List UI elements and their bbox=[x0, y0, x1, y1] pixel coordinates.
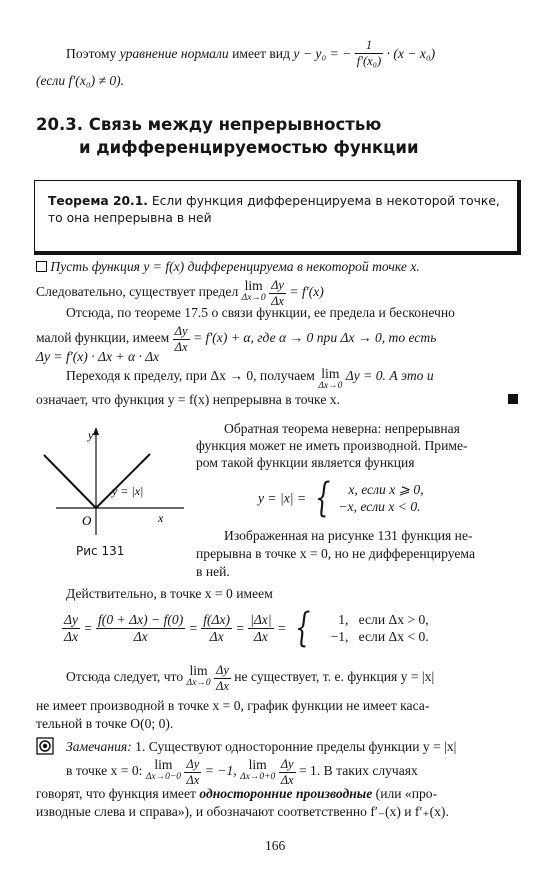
fraction bbox=[279, 758, 296, 786]
limit bbox=[318, 367, 342, 391]
fraction bbox=[184, 758, 201, 786]
limit bbox=[187, 664, 211, 688]
fraction bbox=[214, 664, 231, 692]
right-text-6: в ней. bbox=[196, 564, 230, 579]
theorem-line-2: то она непрерывна в ней bbox=[48, 211, 212, 225]
limit-left bbox=[146, 758, 181, 782]
remarks-line-1 bbox=[66, 738, 456, 755]
frac-num: f(0 + Δx) − f(0) bbox=[98, 611, 184, 627]
lim-word: lim bbox=[248, 757, 267, 772]
proof-line-7: означает, что функция y = f(x) непрерывна в точке x. bbox=[36, 392, 340, 407]
normal-equation-line bbox=[66, 38, 436, 68]
brace: { bbox=[294, 605, 310, 651]
frac-num: Δy bbox=[174, 324, 188, 338]
fraction bbox=[62, 613, 80, 643]
figure-abs-graph bbox=[36, 425, 196, 540]
condition-line: (если f′(x₀) ≠ 0). bbox=[36, 73, 125, 88]
remarks-line-3 bbox=[36, 785, 437, 802]
right-text-5: прерывна в точке x = 0, но не дифференцируема bbox=[196, 546, 475, 561]
proof-line-2 bbox=[36, 279, 324, 307]
text: Если функция дифференцируема в некоторой точке, bbox=[151, 194, 500, 208]
case-condition: если Δx < 0. bbox=[358, 629, 429, 644]
theorem-label: Теорема 20.1. bbox=[48, 194, 148, 208]
frac-den: Δx bbox=[209, 628, 224, 644]
text: Δy = 0. А это и bbox=[345, 368, 434, 383]
lim-word: lim bbox=[189, 663, 208, 678]
frac-num: Δy bbox=[215, 663, 229, 677]
limit bbox=[242, 279, 266, 303]
proof-line-3: Отсюда, по теореме 17.5 о связи функции, ее предела и бесконечно bbox=[66, 305, 455, 320]
case-2: −x, если x < 0. bbox=[338, 499, 421, 514]
right-text-3: ром такой функции является функция bbox=[196, 455, 415, 470]
emphasis-normal-equation: уравнение нормали bbox=[119, 46, 229, 62]
right-text-2: функция может не иметь производной. Приме- bbox=[196, 438, 468, 453]
text: = 1. В таких случаях bbox=[298, 763, 418, 779]
frac-num: Δy bbox=[280, 757, 294, 771]
frac-den: Δx bbox=[280, 772, 294, 787]
fraction bbox=[269, 279, 286, 307]
frac-den: Δx bbox=[174, 339, 188, 354]
section-heading bbox=[36, 114, 381, 136]
text: малой функции, имеем bbox=[36, 330, 170, 346]
lim-word: lim bbox=[244, 278, 263, 293]
remarks-line-2 bbox=[66, 758, 418, 786]
lim-sub: Δx→0 bbox=[186, 677, 211, 688]
frac-num: Δy bbox=[64, 611, 79, 627]
abs-definition bbox=[258, 475, 424, 521]
fraction bbox=[355, 39, 383, 67]
qed-icon bbox=[508, 394, 518, 404]
frac-den: Δx bbox=[186, 772, 200, 787]
case-condition: если Δx > 0, bbox=[358, 612, 429, 627]
math: y − y₀ = − bbox=[293, 46, 352, 62]
cases bbox=[318, 611, 428, 645]
graph-left-branch bbox=[44, 455, 96, 508]
conclusion-line-2: не имеет производной в точке x = 0, график функции не имеет каса- bbox=[36, 698, 430, 713]
lim-sub: Δx→0−0 bbox=[145, 771, 182, 782]
text: говорят, что функция имеет bbox=[36, 786, 196, 801]
case-value: 1, bbox=[338, 612, 349, 627]
remark-icon bbox=[36, 737, 54, 755]
fraction bbox=[201, 613, 232, 643]
text: Отсюда следует, что bbox=[66, 669, 184, 685]
page-number: 166 bbox=[265, 838, 286, 853]
origin-label: O bbox=[82, 513, 92, 528]
fraction bbox=[248, 613, 274, 643]
fraction bbox=[96, 613, 185, 643]
frac-num: |Δx| bbox=[250, 611, 272, 627]
text: (или «про- bbox=[375, 786, 438, 801]
text: = f′(x) + α, где α → 0 при Δx → 0, то есть bbox=[192, 330, 437, 346]
text: имеет вид bbox=[232, 46, 291, 62]
figure-caption: Рис 131 bbox=[76, 544, 125, 558]
text: Поэтому bbox=[66, 46, 117, 62]
remarks-label: Замечания: bbox=[66, 739, 132, 754]
text: в точке x = 0: bbox=[66, 763, 143, 779]
frac-num: f(Δx) bbox=[203, 611, 231, 627]
text: Пусть функция y = f(x) дифференцируема в некоторой точке x. bbox=[50, 259, 420, 274]
text: Следовательно, существует предел bbox=[36, 284, 239, 300]
lim-sub: Δx→0 bbox=[241, 292, 266, 303]
theorem-line-1 bbox=[48, 193, 500, 209]
case-1: x, если x ⩾ 0, bbox=[348, 482, 424, 497]
section-title-1: Связь между непрерывностью bbox=[88, 115, 382, 134]
frac-num: Δy bbox=[271, 278, 284, 292]
lim-word: lim bbox=[321, 366, 340, 381]
case-value: −1, bbox=[330, 629, 349, 644]
frac-num: Δy bbox=[186, 757, 200, 771]
brace: { bbox=[314, 475, 330, 521]
proof-line-1 bbox=[36, 258, 420, 275]
right-text-1: Обратная теорема неверна: непрерывная bbox=[224, 421, 460, 436]
math: = −1, bbox=[204, 763, 237, 779]
frac-num: 1 bbox=[355, 39, 383, 54]
limit-right bbox=[240, 758, 275, 782]
frac-den: Δx bbox=[253, 628, 268, 644]
y-axis-label: y bbox=[88, 428, 94, 442]
section-title-2: и дифференцируемостью функции bbox=[79, 138, 419, 157]
theorem-box bbox=[34, 180, 521, 255]
lim-sub: Δx→0 bbox=[318, 380, 343, 391]
indeed-line: Действительно, в точке x = 0 имеем bbox=[66, 586, 273, 601]
emphasis-one-sided: односторонние производные bbox=[199, 786, 373, 801]
conclusion-line-3: тельной в точке O(0; 0). bbox=[36, 716, 174, 731]
proof-line-6 bbox=[66, 367, 434, 391]
frac-den: Δx bbox=[215, 678, 229, 693]
graph-right-branch bbox=[96, 454, 150, 508]
y-axis-arrow-icon bbox=[93, 427, 99, 435]
remarks-line-4: изводные слева и справа»), и обозначают соответственно f′₋(x) и f′₊(x). bbox=[36, 804, 449, 819]
proof-line-5: Δy = f′(x) · Δx + α · Δx bbox=[36, 349, 160, 364]
frac-den: Δx bbox=[133, 628, 148, 644]
fraction bbox=[173, 325, 190, 353]
text: не существует, т. е. функция y = |x| bbox=[234, 669, 435, 685]
text: Переходя к пределу, при Δx → 0, получаем bbox=[66, 368, 315, 383]
math: · (x − x₀) bbox=[386, 46, 436, 62]
math: = f′(x) bbox=[289, 284, 324, 300]
derivative-equation: $\frac{\Delta y}{\Delta x}$ = $\frac{f(0 + \Delta x) - f(0)}{\Delta x}$ = $\frac{f(\Delta x)}{\Delta x}$ = $\frac{|\Delta x|}{\Delta x}$ = { 1, если Δx > 0, −1, если Δx < 0. bbox=[64, 605, 429, 651]
lim-sub: Δx→0+0 bbox=[240, 771, 276, 782]
math: y = |x| = bbox=[258, 490, 307, 506]
frac-den: Δx bbox=[271, 293, 284, 308]
frac-den: Δx bbox=[64, 628, 79, 644]
lim-word: lim bbox=[154, 757, 173, 772]
x-axis-label: x bbox=[158, 511, 164, 525]
section-number: 20.3. bbox=[36, 115, 83, 134]
cases bbox=[338, 481, 423, 515]
proof-start-icon bbox=[36, 261, 47, 272]
text: 1. Существуют односторонние пределы функции y = |x| bbox=[135, 739, 457, 754]
right-text-4: Изображенная на рисунке 131 функция не- bbox=[224, 528, 473, 543]
conclusion-line-1 bbox=[66, 664, 434, 692]
frac-den: f′(x₀) bbox=[356, 53, 382, 68]
curve-label: y = |x| bbox=[112, 484, 144, 498]
